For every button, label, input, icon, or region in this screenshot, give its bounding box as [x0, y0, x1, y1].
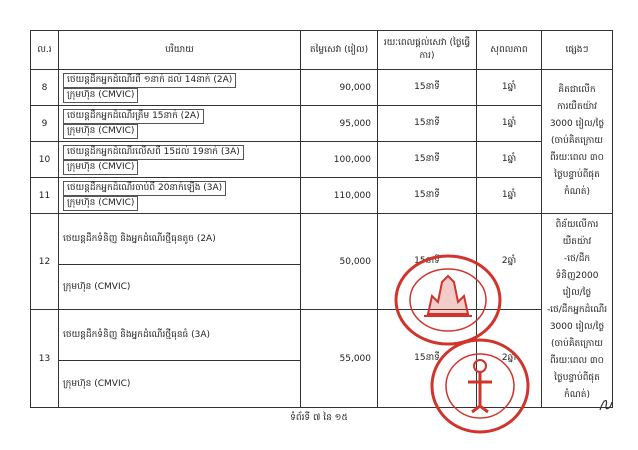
row-description — [59, 178, 301, 214]
header-price: តម្លៃសេវា (រៀល) — [301, 31, 378, 70]
note-line: គិតជាលើក — [558, 85, 596, 95]
table-row — [31, 214, 613, 310]
row-duration: 15នាទី — [378, 70, 477, 106]
row-description — [59, 214, 301, 310]
row-number: 10 — [31, 142, 59, 178]
note-line: ពីរយៈពេល ៣០ — [550, 153, 604, 163]
company-text: ក្រុមហ៊ុន (CMVIC) — [63, 196, 138, 211]
table-row — [31, 106, 613, 142]
note-cell-2 — [542, 214, 613, 408]
row-description — [59, 310, 301, 408]
note-line: យឺតយ៉ាវ — [562, 237, 592, 247]
row-number: 11 — [31, 178, 59, 214]
header-validity: សុពលភាព — [477, 31, 542, 70]
note-line: -ថេ/ដឹកអ្នកដំណើរ — [546, 305, 608, 315]
row-validity: 1ឆ្នាំ — [477, 70, 542, 106]
description-text: ថេយន្តដឹកអ្នកដំណើរត្រឹម 15នាក់ (2A) — [63, 109, 204, 124]
note-line: ថ្ងៃបន្ទាប់ពីផុត — [554, 373, 600, 383]
note-line: កំណត់) — [564, 390, 590, 400]
note-line: -ថេ/ដឹកទំនិញ2000 — [555, 254, 599, 281]
row-description — [59, 70, 301, 106]
row-description — [59, 106, 301, 142]
table-row — [31, 178, 613, 214]
table-header-row — [31, 31, 613, 70]
note-line: ថ្ងៃបន្ទាប់ពីផុត — [554, 170, 600, 180]
row-price: 110,000 — [301, 178, 378, 214]
row-duration: 15នាទី — [378, 142, 477, 178]
note-line: (ចាប់គិតក្រោយ — [551, 339, 603, 349]
seal-stamp-upper — [392, 252, 504, 348]
note-line: ពីរយៈពេល ៣០ — [550, 356, 604, 366]
description-text: ថេយន្តដឹកទំនិញ និងអ្នកដំណើរថ្មីធុនតូច (2A) — [63, 233, 216, 244]
company-text: ក្រុមហ៊ុន (CMVIC) — [63, 124, 138, 139]
company-text: ក្រុមហ៊ុន (CMVIC) — [63, 88, 138, 103]
row-number: 8 — [31, 70, 59, 106]
row-duration: 15នាទី — [378, 310, 477, 408]
row-price: 50,000 — [301, 214, 378, 310]
row-duration: 15នាទី — [378, 178, 477, 214]
signature-mark — [598, 396, 614, 414]
row-price: 90,000 — [301, 70, 378, 106]
note-line: 3000 រៀល/ថ្ងៃ — [549, 119, 605, 129]
note-line: (ចាប់គិតក្រោយ — [551, 136, 603, 146]
description-text: ថេយន្តដឹកទំនិញ និងអ្នកដំណើរថ្មីធុនធំ (3A) — [63, 329, 211, 340]
row-number: 9 — [31, 106, 59, 142]
header-other: ផ្សេងៗ — [542, 31, 613, 70]
table-row — [31, 70, 613, 106]
row-duration: 15នាទី — [378, 106, 477, 142]
header-no: ល.រ — [31, 31, 59, 70]
header-duration: រយៈពេលផ្តល់សេវា (ថ្ងៃធ្វើការ) — [378, 31, 477, 70]
note-line: ពិន័យលើការ — [555, 220, 599, 230]
row-validity: 2ឆ្នាំ — [477, 214, 542, 310]
company-text: ក្រុមហ៊ុន (CMVIC) — [63, 281, 131, 292]
page-number: ទំព័រទី ៧ នៃ ១៥ — [290, 413, 348, 423]
description-text: ថេយន្តដឹកអ្នកដំណើរលើសពី 15ដល់ 19នាក់ (3A) — [63, 145, 244, 160]
row-validity: 1ឆ្នាំ — [477, 178, 542, 214]
company-text: ក្រុមហ៊ុន (CMVIC) — [63, 160, 138, 175]
table-row — [31, 142, 613, 178]
row-price: 55,000 — [301, 310, 378, 408]
header-description: បរិយាយ — [59, 31, 301, 70]
row-price: 95,000 — [301, 106, 378, 142]
row-validity: 2ឆ្នាំ — [477, 310, 542, 408]
note-line: កំណត់) — [564, 187, 590, 197]
note-line: ការយឺតយ៉ាវ — [557, 102, 597, 112]
row-number: 12 — [31, 214, 59, 310]
note-line: 3000 រៀល/ថ្ងៃ — [549, 322, 605, 332]
row-duration: 15នាទី — [378, 214, 477, 310]
description-text: ថេយន្តដឹកអ្នកដំណើរពី ១នាក់ ដល់ 14នាក់ (2A) — [63, 73, 236, 88]
row-description — [59, 142, 301, 178]
row-validity: 1ឆ្នាំ — [477, 142, 542, 178]
description-text: ថេយន្តដឹកអ្នកដំណើរចាប់ពី 20នាក់ឡើង (3A) — [63, 181, 226, 196]
note-cell-1 — [542, 70, 613, 214]
row-validity: 1ឆ្នាំ — [477, 106, 542, 142]
note-line: រៀល/ថ្ងៃ — [562, 288, 592, 298]
row-price: 100,000 — [301, 142, 378, 178]
company-text: ក្រុមហ៊ុន (CMVIC) — [63, 378, 131, 389]
row-number: 13 — [31, 310, 59, 408]
